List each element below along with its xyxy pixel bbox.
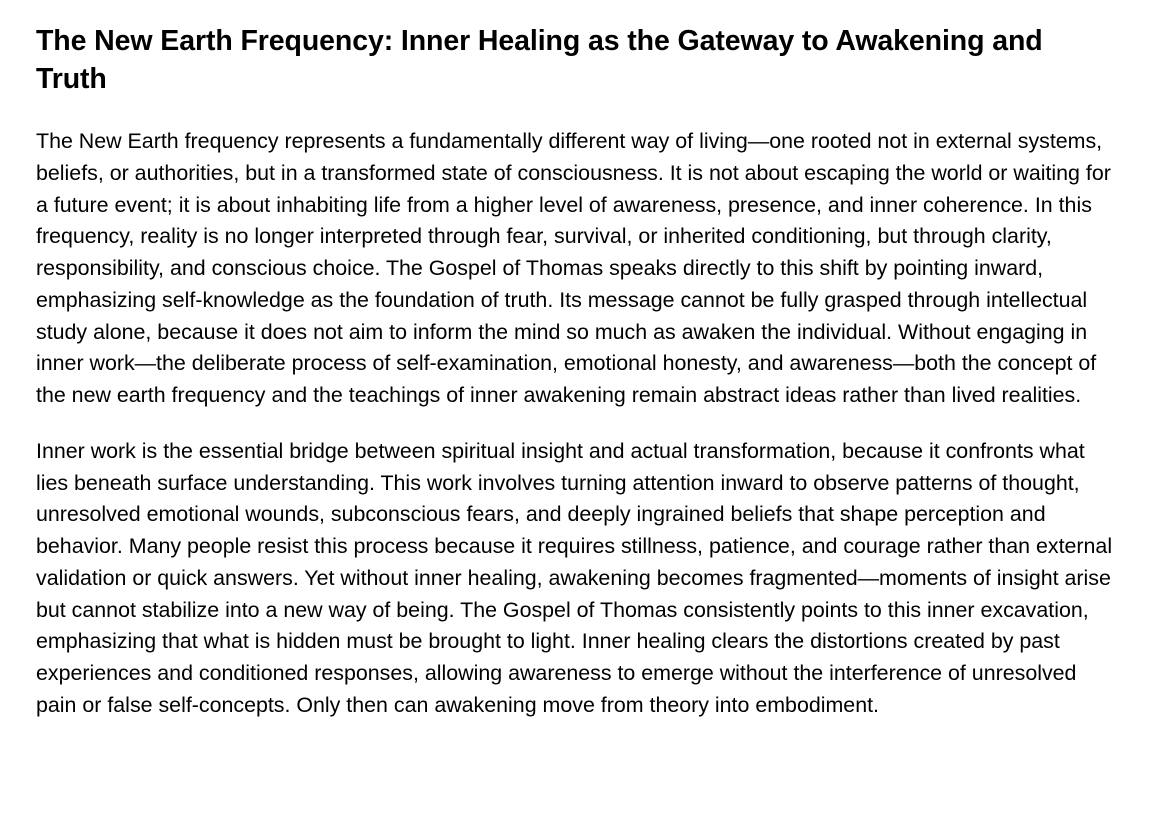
article-title: The New Earth Frequency: Inner Healing as the Gateway to Awakening and Truth [36,25,1043,95]
article-paragraph: Inner work is the essential bridge between spiritual insight and actual transformation, because it confronts what lies beneath surface understanding. This work involves turning attention inward to observe patterns of thought, unresolved emotional wounds, subconscious fears, and deeply ingrained beliefs that shape perception and behavior. Many people resist this process because it requires stillness, patience, and courage rather than external validation or quick answers. Yet without inner healing, awakening becomes fragmented—moments of insight arise but cannot stabilize into a new way of being. The Gospel of Thomas consistently points to this inner excavation, emphasizing that what is hidden must be brought to light. Inner healing clears the distortions created by past experiences and conditioned responses, allowing awareness to emerge without the interference of unresolved pain or false self-concepts. Only then can awakening move from theory into embodiment. [36,438,1113,717]
article [36,22,1116,746]
article-paragraph: The New Earth frequency represents a fundamentally different way of living—one rooted not in external systems, beliefs, or authorities, but in a transformed state of consciousness. It is not about escaping the world or waiting for a future event; it is about inhabiting life from a higher level of awareness, presence, and inner coherence. In this frequency, reality is no longer interpreted through fear, survival, or inherited conditioning, but through clarity, responsibility, and conscious choice. The Gospel of Thomas speaks directly to this shift by pointing inward, emphasizing self-knowledge as the foundation of truth. Its message cannot be fully grasped through intellectual study alone, because it does not aim to inform the mind so much as awaken the individual. Without engaging in inner work—the deliberate process of self-examination, emotional honesty, and awareness—both the concept of the new earth frequency and the teachings of inner awakening remain abstract ideas rather than lived realities. [36,129,1111,407]
